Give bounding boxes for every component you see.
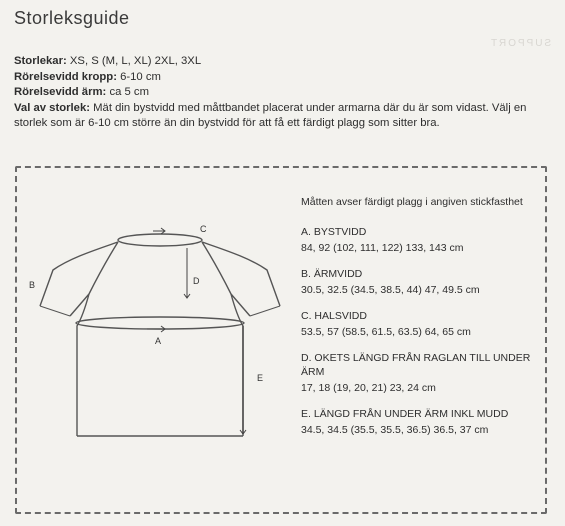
measurements-panel: [301, 195, 551, 449]
measurement-d: D. OKETS LÄNGD FRÅN RAGLAN TILL UNDER ÄRM 17, 18 (19, 20, 21) 23, 24 cm: [301, 352, 531, 394]
neckline-ellipse: [118, 234, 202, 246]
label-a: A: [155, 336, 162, 346]
label-d: D: [193, 276, 200, 286]
bust-ellipse: [76, 317, 244, 329]
measurement-e: E. LÄNGD FRÅN UNDER ÄRM INKL MUDD 34.5, 34.5 (35.5, 35.5, 36.5) 36.5, 37 cm: [301, 408, 509, 436]
label-e: E: [257, 373, 264, 383]
ease-body-line: Rörelsevidd kropp: 6-10 cm: [14, 70, 161, 83]
page-title: Storleksguide: [14, 8, 130, 28]
label-b: B: [29, 280, 36, 290]
measurement-a: A. BYSTVIDD 84, 92 (102, 111, 122) 133, 143 cm: [301, 226, 464, 254]
measurement-b: B. ÄRMVIDD 30.5, 32.5 (34.5, 38.5, 44) 47, 49.5 cm: [301, 268, 480, 296]
sweater-schematic: [15, 166, 305, 466]
measurements-intro: Måtten avser färdigt plagg i angiven stickfasthet: [301, 196, 523, 208]
ease-sleeve-line: Rörelsevidd ärm: ca 5 cm: [14, 86, 149, 99]
label-c: C: [200, 224, 207, 234]
size-choice-line: Val av storlek: Mät din bystvidd med måttbandet placerat under armarna där du är som vidast. Välj en storlek som är 6-10 cm större än din bystvidd för att få ett färdigt plagg som sitter bra.: [14, 101, 527, 130]
sizes-line: Storlekar: XS, S (M, L, XL) 2XL, 3XL: [14, 55, 202, 67]
size-specs: [14, 54, 559, 132]
bleed-through-text: SUPPORT: [488, 38, 551, 49]
measurement-c: C. HALSVIDD 53.5, 57 (58.5, 61.5, 63.5) 64, 65 cm: [301, 310, 471, 338]
